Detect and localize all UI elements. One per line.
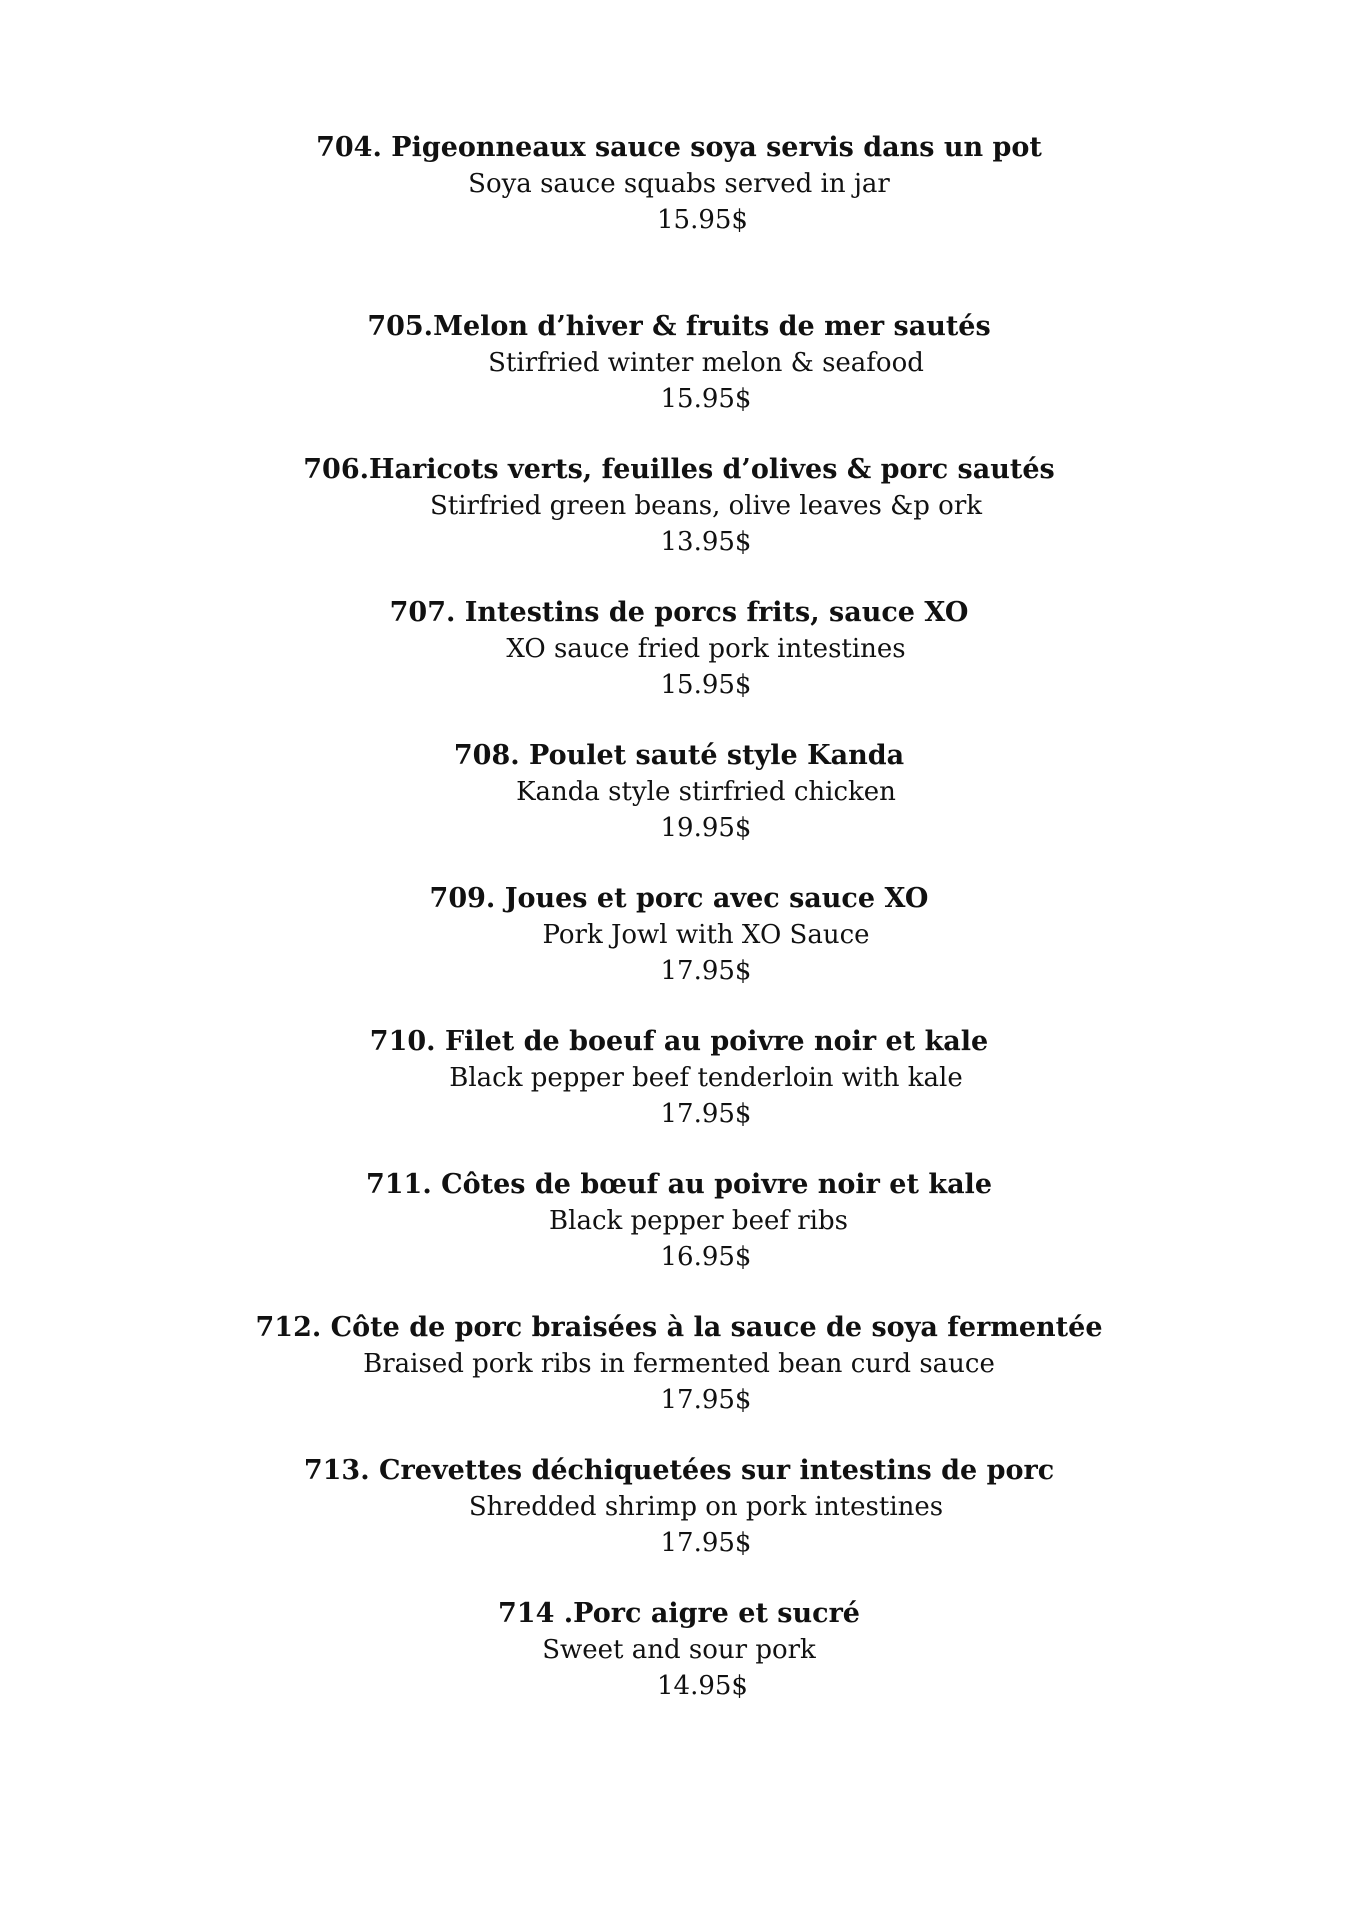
item-french-name: 706.Haricots verts, feuilles d’olives & porc sautés — [303, 454, 1055, 485]
item-price: 17.95$ — [660, 956, 752, 986]
item-french-name: 705.Melon d’hiver & fruits de mer sautés — [367, 311, 991, 342]
item-french-name: 704. Pigeonneaux sauce soya servis dans un pot — [316, 132, 1042, 163]
item-english-name: Stirfried green beans, olive leaves &p ork — [429, 491, 983, 521]
item-french-name: 714 .Porc aigre et sucré — [498, 1598, 860, 1629]
item-french-name: 709. Joues et porc avec sauce XO — [429, 883, 929, 914]
item-price: 15.95$ — [657, 205, 748, 235]
item-french-name: 707. Intestins de porcs frits, sauce XO — [389, 597, 969, 628]
item-price: 17.95$ — [660, 1099, 752, 1129]
item-english-name: Stirfried winter melon & seafood — [488, 348, 924, 378]
item-price: 15.95$ — [660, 384, 752, 414]
item-price: 16.95$ — [660, 1242, 752, 1272]
item-price: 14.95$ — [657, 1671, 748, 1701]
item-french-name: 711. Côtes de bœuf au poivre noir et kale — [365, 1169, 992, 1200]
item-english-name: XO sauce fried pork intestines — [506, 634, 906, 664]
item-english-name: Shredded shrimp on pork intestines — [468, 1492, 944, 1522]
item-english-name: Soya sauce squabs served in jar — [468, 169, 890, 199]
item-price: 15.95$ — [660, 670, 752, 700]
item-price: 17.95$ — [660, 1385, 752, 1415]
item-french-name: 712. Côte de porc braisées à la sauce de soya fermentée — [255, 1312, 1103, 1343]
item-english-name: Black pepper beef ribs — [549, 1206, 848, 1236]
item-price: 17.95$ — [660, 1528, 752, 1558]
item-english-name: Kanda style stirfried chicken — [516, 777, 896, 807]
item-english-name: Sweet and sour pork — [542, 1635, 816, 1665]
item-french-name: 713. Crevettes déchiquetées sur intestins de porc — [303, 1455, 1055, 1486]
item-english-name: Braised pork ribs in fermented bean curd sauce — [363, 1349, 995, 1379]
item-price: 13.95$ — [660, 527, 752, 557]
item-french-name: 710. Filet de boeuf au poivre noir et kale — [369, 1026, 989, 1057]
item-price: 19.95$ — [660, 813, 752, 843]
item-english-name: Pork Jowl with XO Sauce — [542, 920, 870, 950]
item-french-name: 708. Poulet sauté style Kanda — [453, 740, 905, 771]
item-english-name: Black pepper beef tenderloin with kale — [449, 1063, 963, 1093]
